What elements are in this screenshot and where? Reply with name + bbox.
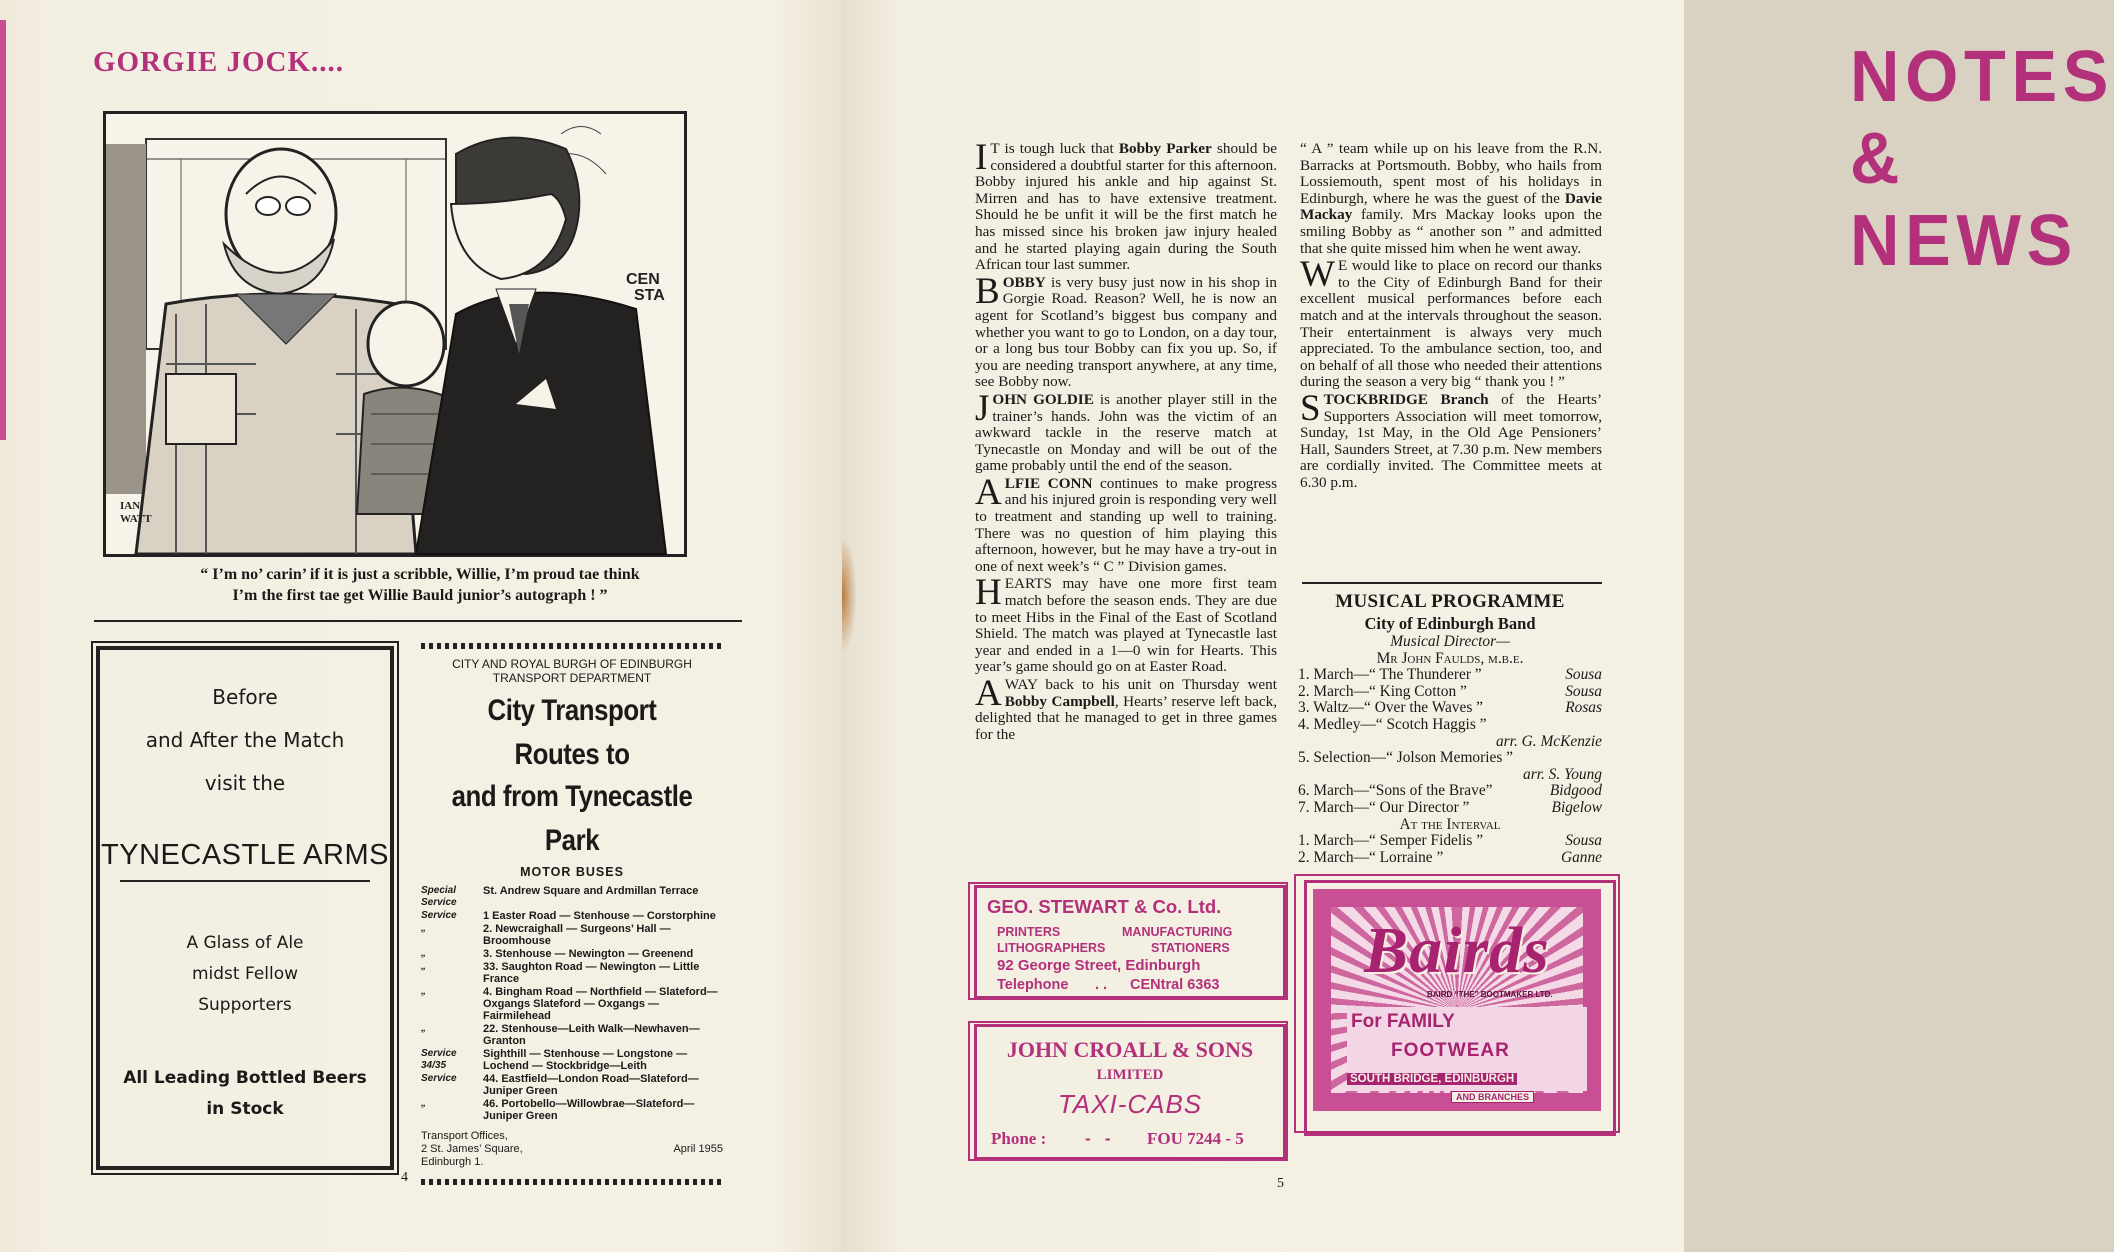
page-number-right: 5: [1277, 1176, 1284, 1191]
arms-line-after-match: and After the Match: [145, 728, 345, 752]
bairds-line-family: For FAMILY: [1351, 1011, 1455, 1032]
notes-column-1: [975, 137, 1277, 744]
arms-line-supporters: Supporters: [198, 995, 292, 1015]
arms-line-before: Before: [212, 685, 278, 709]
stewart-name: GEO. STEWART & Co. Ltd.: [987, 896, 1222, 917]
svg-text:STA: STA: [634, 287, 665, 304]
route-row: „ 46. Portobello—Willowbrae—Slateford—Juniper Green: [421, 1098, 695, 1122]
programme-item: 7. March—“ Our Director ” Bigelow: [1298, 798, 1602, 816]
programme-item: 3. Waltz—“ Over the Waves ” Rosas: [1298, 699, 1602, 717]
news-paragraph: “ A ” team while up on his leave from the R.N. Barracks at Portsmouth. Bobby, who hails from Lossiemouth, spent most of his holidays in Edinburgh, where he was the guest of the Davie Mackay family. Mrs Mackay looks upon the smiling Bobby as “ another son ” and admitted that she quite missed him when he went away.: [1300, 140, 1602, 257]
programme-item: 6. March—“Sons of the Brave” Bidgood: [1298, 782, 1602, 800]
checker-border-top: [421, 643, 723, 649]
programme-arranger: arr. G. McKenzie: [1495, 732, 1602, 750]
croall-phone-label: Phone :: [991, 1129, 1047, 1148]
news-paragraph: STOCKBRIDGE Branch of the Hearts’ Supporters Association will meet tomorrow, Sunday, 1st May, in the Old Age Pensioners’ Hall, Saunders Street, at 7.30 p.m. New members are cordially invited. The Committee meets at 6.30 p.m.: [1300, 387, 1602, 491]
route-row: Service 44. Eastfield—London Road—Slateford—Juniper Green: [421, 1073, 699, 1097]
transport-footer: [421, 1130, 723, 1169]
checker-border-bottom: [421, 1179, 723, 1185]
john-croall-advert: JOHN CROALL & SONS LIMITED TAXI-CABS Phone : - - FOU 7244 - 5: [974, 1024, 1286, 1160]
route-row: „ 4. Bingham Road — Northfield — Slateford—Oxgangs Slateford — Oxgangs — Fairmilehead: [421, 986, 718, 1022]
news-paragraph: ALFIE CONN continues to make progress and his injured groin is responding very well to treatment and standing up well to training. There was no question of him playing this afternoon, however, but he may have a try-out in one of next week’s “ C ” Division games.: [975, 471, 1277, 575]
news-paragraph: I T is tough luck that Bobby Parker should be considered a doubtful starter for this afternoon. Bobby injured his ankle and hip against St. Mirren and has to have extensive treatment. Should he be unfit it will be the first match he has missed since his broken jaw injury healed and he started playing again during the South African tour last summer.: [975, 137, 1277, 274]
stewart-manufacturing: MANUFACTURING: [1122, 925, 1233, 939]
director-name: Mr John Faulds, m.b.e.: [1376, 649, 1524, 667]
divider-rule: [94, 620, 742, 622]
croall-service: TAXI-CABS: [1057, 1089, 1203, 1119]
arms-line-beers: All Leading Bottled Beers: [123, 1068, 367, 1088]
pink-edge-decoration: [0, 20, 6, 440]
transport-subtitle: MOTOR BUSES: [520, 865, 624, 879]
cartoon-sign-text: CEN: [626, 271, 660, 288]
notes-column-2: [1300, 141, 1602, 492]
arms-line-stock: in Stock: [206, 1099, 284, 1119]
route-row: Special Service St. Andrew Square and Ardmillan Terrace: [421, 885, 699, 908]
croall-phone: FOU 7244 - 5: [1147, 1129, 1244, 1148]
page-number-left: 4: [401, 1170, 408, 1185]
gorgie-jock-title: GORGIE JOCK....: [93, 46, 345, 78]
route-row: „ 22. Stenhouse—Leith Walk—Newhaven—Granton: [421, 1023, 700, 1047]
staple-rust-mark: [842, 540, 856, 650]
bairds-branches: AND BRANCHES: [1451, 1091, 1534, 1103]
route-row: Service 34/35 Sighthill — Stenhouse — Longstone — Lochend — Stockbridge—Leith: [421, 1048, 688, 1072]
bairds-line-footwear: FOOTWEAR: [1391, 1040, 1510, 1061]
stewart-address: 92 George Street, Edinburgh: [997, 957, 1201, 974]
programme-item: 2. March—“ Lorraine ” Ganne: [1298, 848, 1602, 866]
news-paragraph: JOHN GOLDIE is another player still in the trainer’s hands. John was the victim of an awkward tackle in the reserve match at Tynecastle on Monday and will be out of the game probably until the end of the season.: [975, 387, 1277, 475]
transport-office-line-1: Transport Offices,: [421, 1130, 508, 1142]
news-paragraph: AWAY back to his unit on Thursday went Bobby Campbell, Hearts’ reserve left back, delighted that he managed to get in three games for the: [975, 673, 1277, 743]
news-paragraph: BOBBY is very busy just now in his shop in Gorgie Road. Reason? Well, he is now an agent for Scotland’s biggest bus company and whether you want to go to London, on a day tour, or a long bus tour Bobby can fix you up. So, if you are needing transport anywhere, at any time, see Bobby now.: [975, 270, 1277, 391]
programme-arranger: arr. S. Young: [1523, 765, 1602, 783]
notes-news-title: NOTES & NEWS: [1850, 37, 2114, 281]
transport-title-2: and from Tynecastle Park: [451, 780, 693, 857]
stewart-printers: PRINTERS: [997, 925, 1061, 939]
director-label: Musical Director—: [1390, 633, 1510, 650]
stewart-stationers: STATIONERS: [1151, 941, 1230, 955]
programme-item: 4. Medley—“ Scotch Haggis ”: [1298, 715, 1487, 733]
musical-divider: [1302, 582, 1602, 584]
croall-limited: LIMITED: [1096, 1067, 1164, 1083]
bairds-address: SOUTH BRIDGE, EDINBURGH: [1347, 1073, 1517, 1085]
transport-heading-1: CITY AND ROYAL BURGH OF EDINBURGH: [452, 657, 692, 671]
route-row: „ 3. Stenhouse — Newington — Greenend: [421, 948, 694, 960]
transport-routes-notice: [421, 643, 723, 1168]
svg-text:WATT: WATT: [120, 513, 152, 525]
news-paragraph: W E would like to place on record our thanks to the City of Edinburgh Band for their excellent musical performances before each match and at the intervals throughout the season. Their entertainment is always very much appreciated. To the ambulance section, too, and on behalf of all those who needed their attentions during the season a very big “ thank you ! ”: [1300, 254, 1602, 391]
transport-title-1: City Transport Routes to: [487, 694, 657, 771]
stewart-lithographers: LITHOGRAPHERS: [997, 941, 1106, 955]
cartoon-illustration: [103, 111, 687, 557]
transport-heading-2: TRANSPORT DEPARTMENT: [492, 671, 652, 685]
route-row: Service 1 Easter Road — Stenhouse — Corstorphine: [421, 910, 716, 922]
geo-stewart-advert: GEO. STEWART & Co. Ltd. PRINTERS MANUFACTURING LITHOGRAPHERS STATIONERS 92 George Street, Edinburgh Telephone . . CENtral 6363: [974, 885, 1286, 999]
bairds-advert: [1304, 880, 1616, 1136]
musical-programme: [1298, 590, 1602, 866]
left-page: [0, 0, 842, 1252]
arms-name: TYNECASTLE ARMS: [101, 839, 389, 871]
programme-item: 1. March—“ The Thunderer ” Sousa: [1298, 666, 1602, 684]
programme-item: 2. March—“ King Cotton ” Sousa: [1298, 682, 1602, 700]
stewart-telephone-label: Telephone: [997, 977, 1069, 993]
arms-line-visit: visit the: [204, 771, 286, 795]
interval-heading: At the Interval: [1399, 815, 1501, 833]
musical-title: MUSICAL PROGRAMME: [1335, 591, 1565, 612]
news-paragraph: HEARTS may have one more first team match before the season ends. They are due to meet Hibs in the Final of the East of Scotland Shield. The match was played at Tynecastle last year and ended in a 1—0 win for Hearts. This year’s game should go on at Easter Road.: [975, 572, 1277, 676]
transport-office-line-2: 2 St. James’ Square,: [421, 1143, 523, 1155]
tynecastle-arms-advert: [96, 646, 394, 1170]
programme-item: 1. March—“ Semper Fidelis ” Sousa: [1298, 832, 1602, 850]
caption-line-1: “ I’m no’ carin’ if it is just a scribble, Willie, I’m proud tae think: [200, 566, 640, 583]
croall-name: JOHN CROALL & SONS: [1006, 1037, 1254, 1062]
cartoon-drawing: [106, 114, 684, 554]
stewart-telephone: CENtral 6363: [1130, 977, 1220, 993]
arms-line-fellow: midst Fellow: [191, 964, 299, 984]
transport-office-line-3: Edinburgh 1.: [421, 1156, 484, 1168]
band-name: City of Edinburgh Band: [1364, 614, 1536, 633]
arms-line-ale: A Glass of Ale: [186, 933, 304, 953]
cartoon-caption: [100, 564, 740, 606]
programme-item: 5. Selection—“ Jolson Memories ”: [1298, 749, 1514, 767]
caption-line-2: I’m the first tae get Willie Bauld junior’s autograph ! ”: [232, 587, 608, 604]
bairds-tagline: BAIRD “THE” BOOTMAKER LTD.: [1427, 990, 1553, 999]
transport-date: April 1955: [673, 1143, 723, 1155]
route-row: „ 33. Saughton Road — Newington — Little France: [421, 961, 700, 985]
route-row: „ 2. Newcraighall — Surgeons’ Hall —Broomhouse: [421, 923, 671, 947]
cartoon-signature: IAN: [120, 500, 141, 512]
bairds-brand: Bairds: [1364, 914, 1550, 987]
